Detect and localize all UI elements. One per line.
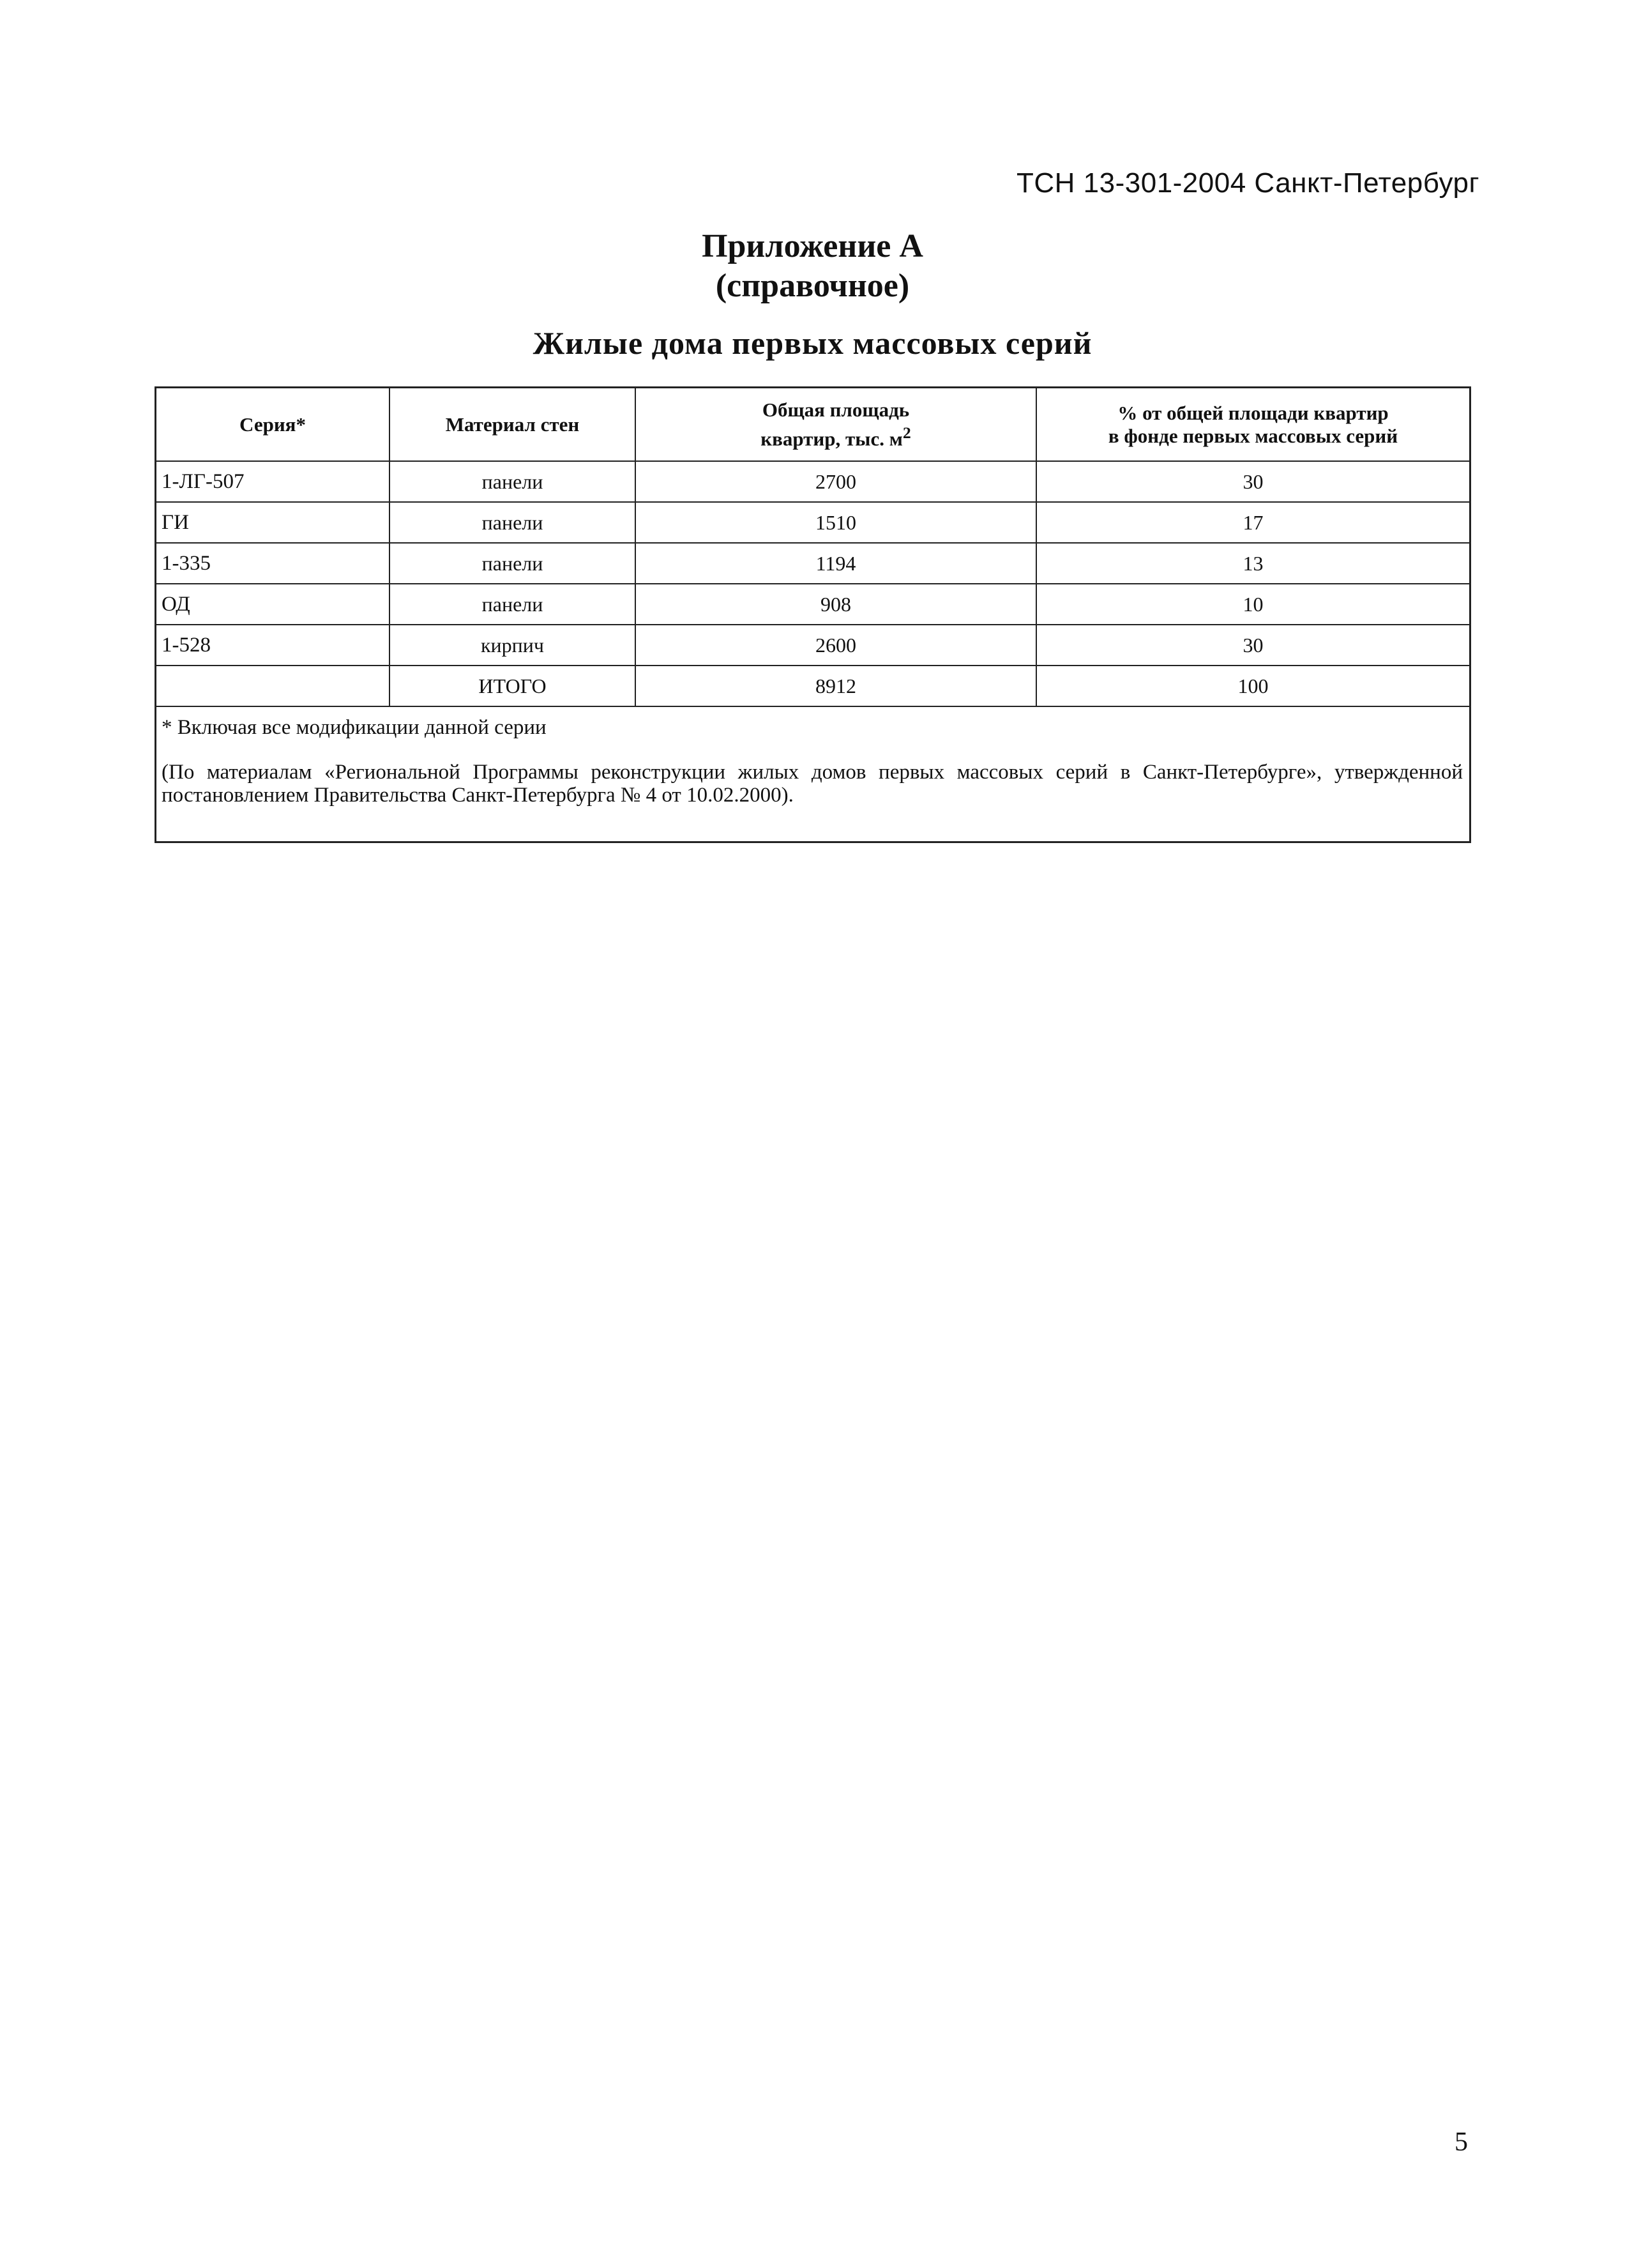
cell-percent: 30 (1036, 625, 1469, 666)
cell-area: 1194 (635, 543, 1036, 584)
cell-series: 1-335 (156, 543, 389, 584)
cell-area: 1510 (635, 502, 1036, 543)
document-code: ТСН 13-301-2004 Санкт-Петербург (1017, 167, 1479, 199)
header-series: Серия* (156, 388, 389, 461)
table-total-row (156, 666, 1469, 706)
page-number: 5 (1455, 2127, 1468, 2157)
cell-total-percent: 100 (1036, 666, 1469, 706)
header-wall-material: Материал стен (389, 388, 635, 461)
cell-material: панели (389, 584, 635, 625)
cell-series: 1-528 (156, 625, 389, 666)
footnote: * Включая все модификации данной серии (162, 716, 547, 739)
cell-material: кирпич (389, 625, 635, 666)
series-table (156, 388, 1469, 807)
cell-total-area: 8912 (635, 666, 1036, 706)
header-percent (1036, 388, 1469, 461)
header-total-area-line-2: квартир, тыс. м (760, 427, 903, 450)
header-percent-line-1: % от общей площади квартир (1117, 401, 1389, 424)
table-row (156, 543, 1469, 584)
cell-material: панели (389, 502, 635, 543)
cell-percent: 17 (1036, 502, 1469, 543)
cell-area: 908 (635, 584, 1036, 625)
cell-series (156, 666, 389, 706)
header-percent-line-2: в фонде первых массовых серий (1108, 424, 1398, 447)
cell-series: 1-ЛГ-507 (156, 461, 389, 502)
cell-total-label: ИТОГО (389, 666, 635, 706)
table-row (156, 461, 1469, 502)
header-total-area (635, 388, 1036, 461)
appendix-title-line-2: (справочное) (715, 268, 910, 304)
header-total-area-sup: 2 (902, 423, 911, 442)
cell-series: ОД (156, 584, 389, 625)
cell-percent: 30 (1036, 461, 1469, 502)
table-row (156, 502, 1469, 543)
cell-material: панели (389, 461, 635, 502)
table-notes (156, 706, 1469, 807)
cell-area: 2700 (635, 461, 1036, 502)
cell-area: 2600 (635, 625, 1036, 666)
cell-percent: 10 (1036, 584, 1469, 625)
cell-percent: 13 (1036, 543, 1469, 584)
table-title: Жилые дома первых массовых серий (533, 325, 1092, 361)
cell-material: панели (389, 543, 635, 584)
table-row (156, 625, 1469, 666)
table-notes-row (156, 706, 1469, 807)
appendix-title (0, 227, 1625, 306)
table-header-row (156, 388, 1469, 461)
appendix-title-line-1: Приложение А (702, 228, 923, 264)
cell-series: ГИ (156, 502, 389, 543)
source-note: (По материалам «Региональной Программы реконструкции жилых домов первых массовых серий в Санкт-Петербурге», утвержденной постановлением Правительства Санкт-Петербурга № 4 от 10.02.2000). (162, 761, 1463, 807)
header-total-area-line-1: Общая площадь (762, 398, 910, 421)
series-table-frame (155, 386, 1471, 843)
table-row (156, 584, 1469, 625)
